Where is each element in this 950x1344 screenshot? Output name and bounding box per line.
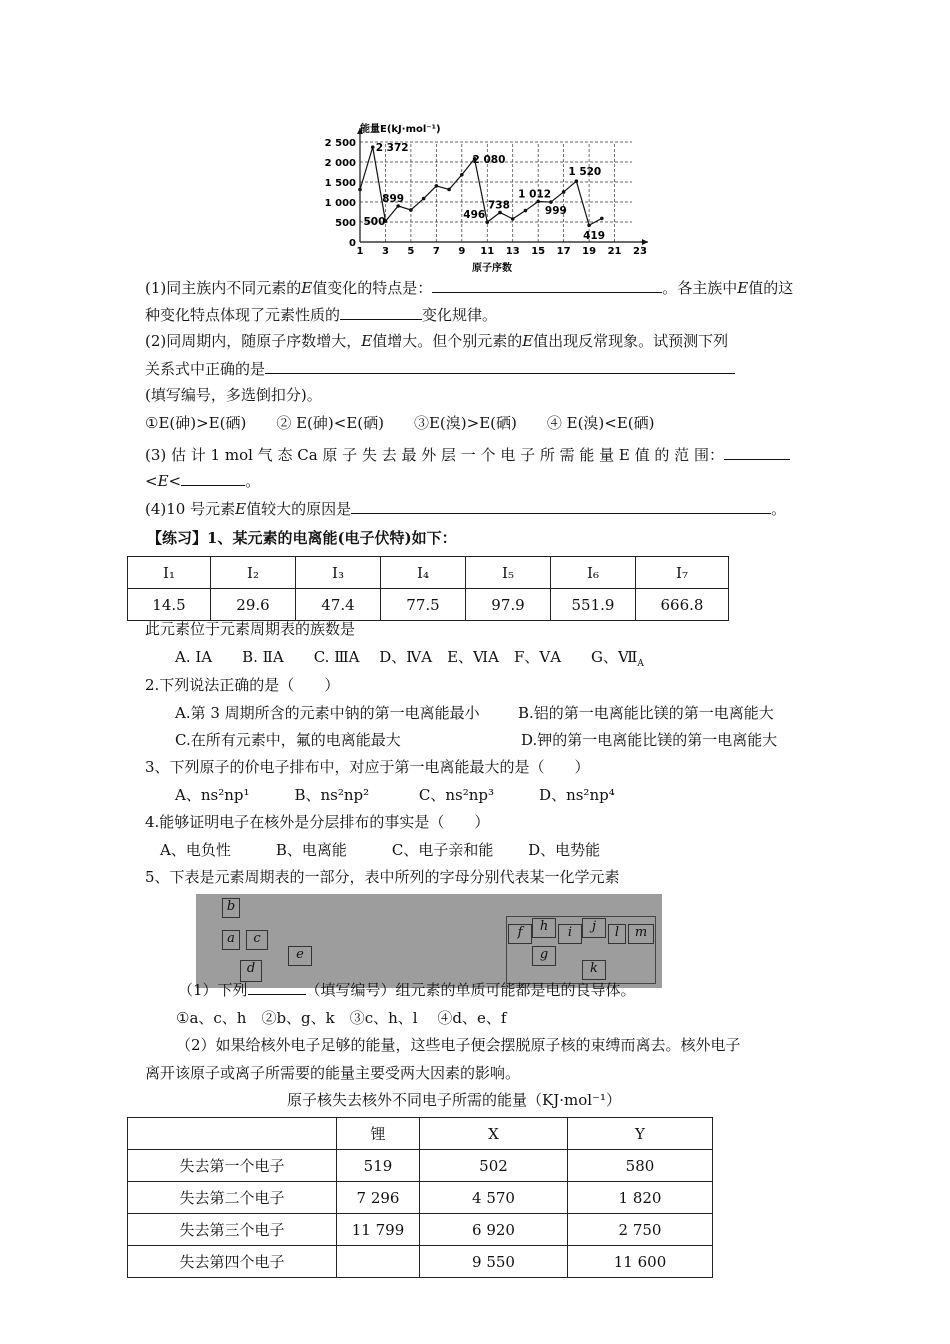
table-cell: 29.6: [211, 589, 296, 621]
table-cell: 1 820: [568, 1182, 713, 1214]
chart-point: [447, 188, 451, 192]
table-cell: 失去第二个电子: [128, 1182, 337, 1214]
ex4-options: A、电负性 B、电离能 C、电子亲和能 D、电势能: [160, 841, 601, 859]
table-cell: 11 600: [568, 1246, 713, 1278]
pt-cell-l: l: [608, 924, 626, 944]
chart-x-tick-label: 13: [505, 246, 520, 257]
q2-text: 值出现反常现象。试预测下列: [533, 332, 729, 350]
table-row: [128, 1182, 713, 1214]
pt-cell-g: g: [532, 946, 556, 966]
q2-text: 值增大。但个别元素的: [372, 332, 523, 350]
ex2-option-b: B.铝的第一电离能比镁的第一电离能大: [518, 704, 774, 722]
chart-data-label: 419: [583, 230, 606, 243]
chart-y-tick-label: 2 000: [324, 158, 356, 169]
chart-point: [524, 209, 528, 213]
ex5-stem: 5、下表是元素周期表的一部分，表中所列的字母分别代表某一化学元素: [145, 868, 620, 886]
ex1-stem: 此元素位于元素周期表的族数是: [145, 620, 356, 638]
chart-x-tick-label: 21: [607, 246, 622, 257]
chart-data-label: 999: [544, 205, 567, 218]
chart-y-tick-label: 0: [349, 238, 356, 249]
table-cell: 77.5: [381, 589, 466, 621]
table-cell: 14.5: [128, 589, 211, 621]
q3-answer-blank-low[interactable]: [724, 443, 790, 460]
chart-point: [435, 184, 439, 188]
chart-point: [460, 173, 464, 177]
chart-ylabel: 能量E(kJ·mol⁻¹): [360, 124, 441, 135]
pt-cell-d: d: [240, 960, 262, 982]
pt-cell-h: h: [532, 918, 556, 938]
chart-y-tick-label: 1 000: [324, 198, 356, 209]
table-header-cell: I₄: [381, 557, 466, 589]
chart-data-label: 899: [382, 193, 405, 205]
q1-answer-blank[interactable]: [432, 276, 662, 293]
ex1-options-text: A. ⅠA B. ⅡA C. ⅢA D、ⅣA E、ⅥA F、ⅤA G、Ⅶ: [175, 648, 638, 666]
q1-text: 。各主族中: [662, 279, 738, 297]
q4-text: 值较大的原因是: [246, 500, 352, 518]
pt-cell-m: m: [628, 924, 654, 944]
q3-line2: [145, 469, 260, 492]
chart-x-tick-label: 23: [633, 246, 647, 257]
pt-cell-i: i: [558, 924, 582, 944]
q2-var: E: [361, 332, 373, 350]
chart-data-label: 738: [488, 199, 510, 212]
q4-line: [145, 497, 786, 520]
ionization-energy-chart: [322, 120, 652, 275]
chart-x-tick-label: 9: [458, 246, 466, 257]
q1-line2: [145, 303, 497, 326]
table-cell: 失去第四个电子: [128, 1246, 337, 1278]
chart-x-tick-label: 3: [381, 246, 389, 257]
table-cell: 失去第一个电子: [128, 1150, 337, 1182]
table-cell: 9 550: [420, 1246, 568, 1278]
chart-point: [485, 220, 489, 224]
pt-cell-c: c: [246, 930, 268, 950]
table-row: [128, 1246, 713, 1278]
q1-answer-blank-2[interactable]: [340, 303, 422, 320]
q1-text: 值变化的特点是：: [312, 279, 433, 297]
table-cell: 519: [337, 1150, 420, 1182]
chart-point: [600, 217, 604, 221]
chart-x-tick-label: 15: [531, 246, 546, 257]
ex5-p2-line1: （2）如果给核外电子足够的能量，这些电子便会摆脱原子核的束缚而离去。核外电子: [176, 1036, 741, 1054]
ex2-option-d: D.钾的第一电离能比镁的第一电离能大: [521, 731, 778, 749]
table-header-cell: X: [420, 1118, 568, 1150]
q3-text: <E<: [145, 472, 182, 490]
q4-answer-blank[interactable]: [351, 497, 771, 514]
q2-line2: [145, 357, 735, 380]
chart-xlabel: 原子序数: [472, 263, 512, 274]
table-cell: 4 570: [420, 1182, 568, 1214]
q1-text: (1)同主族内不同元素的: [145, 279, 302, 297]
chart-annotations: [363, 142, 605, 242]
pt-cell-k: k: [582, 960, 606, 980]
electron-energy-table: [127, 1117, 713, 1278]
table-row: [128, 557, 729, 589]
ex3-stem: 3、下列原子的价电子排布中，对应于第一电离能最大的是（ ）: [145, 758, 590, 776]
ex5-p1-text: （填写编号）组元素的单质可能都是电的良导体。: [305, 981, 636, 999]
q1-text: 值的这: [748, 279, 794, 297]
ionization-table: [127, 556, 729, 621]
q2-text: 关系式中正确的是: [145, 360, 266, 378]
table-cell: 97.9: [466, 589, 551, 621]
table-cell: 失去第三个电子: [128, 1214, 337, 1246]
q2-line1: [145, 330, 728, 352]
ex5-p1-options: ①a、c、h ②b、g、k ③c、h、l ④d、e、f: [176, 1009, 507, 1027]
q4-text: 。: [771, 500, 787, 518]
table-header-cell: I₃: [296, 557, 381, 589]
q1-text: 种变化特点体现了元素性质的: [145, 306, 341, 324]
q1-var: E: [737, 279, 749, 297]
chart-point: [422, 197, 426, 201]
chart-x-arrow: [642, 239, 648, 245]
chart-y-tick-label: 500: [335, 218, 356, 229]
ex5-p2-line2: 离开该原子或离子所需要的能量主要受两大因素的影响。: [145, 1064, 521, 1082]
table-row: [128, 1118, 713, 1150]
table-header-cell: I₆: [551, 557, 636, 589]
chart-x-tick-label: 17: [556, 246, 571, 257]
table-row: [128, 1150, 713, 1182]
table-header-cell: [128, 1118, 337, 1150]
table-row: [128, 1214, 713, 1246]
chart-point: [587, 223, 591, 227]
ex5-p1-text: （1）下列: [178, 981, 248, 999]
table-cell: 551.9: [551, 589, 636, 621]
chart-data-label: 1 012: [518, 188, 552, 201]
ex4-stem: 4.能够证明电子在核外是分层排布的事实是（ ）: [145, 813, 490, 831]
chart-point: [575, 179, 579, 183]
ex2-option-c: C.在所有元素中，氟的电离能最大: [175, 731, 401, 749]
chart-y-tick-label: 2 500: [324, 138, 356, 149]
table-cell: 580: [568, 1150, 713, 1182]
table-header-cell: Y: [568, 1118, 713, 1150]
q2-text: (2)同周期内，随原子序数增大，: [145, 332, 362, 350]
table-row: [128, 589, 729, 621]
chart-point: [371, 145, 375, 149]
pt-cell-b: b: [222, 898, 240, 918]
q3-line1: [145, 443, 790, 466]
table-header-cell: I₂: [211, 557, 296, 589]
pt-cell-e: e: [288, 946, 312, 966]
ex2-stem: 2.下列说法正确的是（ ）: [145, 676, 340, 694]
chart-data-label: 2 372: [375, 142, 409, 155]
ex2-option-a: A.第 3 周期所含的元素中钠的第一电离能最小: [175, 704, 480, 722]
pt-block-outline: [506, 916, 656, 984]
table-cell: [337, 1246, 420, 1278]
chart-point: [358, 188, 362, 192]
q2-line3: (填写编号，多选倒扣分)。: [145, 386, 322, 404]
q3-answer-blank-high[interactable]: [181, 469, 245, 486]
pt-cell-a: a: [222, 930, 240, 950]
chart-data-label: 1 520: [568, 166, 602, 179]
chart-x-tick-label: 1: [356, 246, 364, 257]
table-cell: 666.8: [636, 589, 729, 621]
ex1-options: A. ⅠA B. ⅡA C. ⅢA D、ⅣA E、ⅥA F、ⅤA G、$Ⅶ_A$: [175, 648, 644, 669]
chart-x-tick-label: 19: [582, 246, 597, 257]
chart-x-tick-label: 11: [480, 246, 495, 257]
table-cell: 6 920: [420, 1214, 568, 1246]
table-cell: 502: [420, 1150, 568, 1182]
q2-var: E: [522, 332, 534, 350]
pt-cell-f: f: [508, 924, 532, 944]
chart-point: [511, 217, 515, 221]
q1-text: 变化规律。: [422, 306, 498, 324]
chart-point: [409, 208, 413, 212]
table-header-cell: I₇: [636, 557, 729, 589]
ex3-options: A、ns²np¹ B、ns²np² C、ns²np³ D、ns²np⁴: [175, 786, 615, 804]
q4-var: E: [235, 500, 247, 518]
q2-answer-blank[interactable]: [265, 357, 735, 374]
q1-line1: [145, 276, 793, 299]
table-cell: 11 799: [337, 1214, 420, 1246]
ex5-p1-answer-blank[interactable]: [248, 978, 306, 995]
chart-x-tick-label: 7: [432, 246, 440, 257]
ex5-p1-line: [178, 978, 636, 1001]
table-cell: 47.4: [296, 589, 381, 621]
table-cell: 7 296: [337, 1182, 420, 1214]
table-header-cell: I₁: [128, 557, 211, 589]
chart-point: [549, 200, 553, 204]
pt-cell-j: j: [582, 918, 606, 938]
q4-text: (4)10 号元素: [145, 500, 236, 518]
chart-data-label: 2 080: [472, 153, 506, 166]
table-header-cell: I₅: [466, 557, 551, 589]
table-cell: 2 750: [568, 1214, 713, 1246]
chart-data-label: 496: [463, 209, 486, 222]
q2-options: ①E(砷)>E(硒) ② E(砷)<E(硒) ③E(溴)>E(硒) ④ E(溴)<E(硒): [145, 414, 655, 432]
ex1-title: 【练习】1、某元素的电离能(电子伏特)如下：: [147, 529, 457, 547]
energy-table-title: 原子核失去核外不同电子所需的能量（KJ·mol⁻¹）: [287, 1091, 621, 1109]
periodic-table-fragment: [196, 894, 662, 988]
q3-text: 。: [245, 472, 261, 490]
chart-data-label: 500: [363, 216, 386, 229]
table-header-cell: 锂: [337, 1118, 420, 1150]
chart-x-tick-label: 5: [407, 246, 415, 257]
q1-var: E: [301, 279, 313, 297]
q3-text: (3) 估 计 1 mol 气 态 Ca 原 子 失 去 最 外 层 一 个 电 子 所 需 能 量 E 值 的 范 围：: [145, 446, 724, 464]
chart-point: [562, 190, 566, 194]
chart-y-tick-label: 1 500: [324, 178, 356, 189]
